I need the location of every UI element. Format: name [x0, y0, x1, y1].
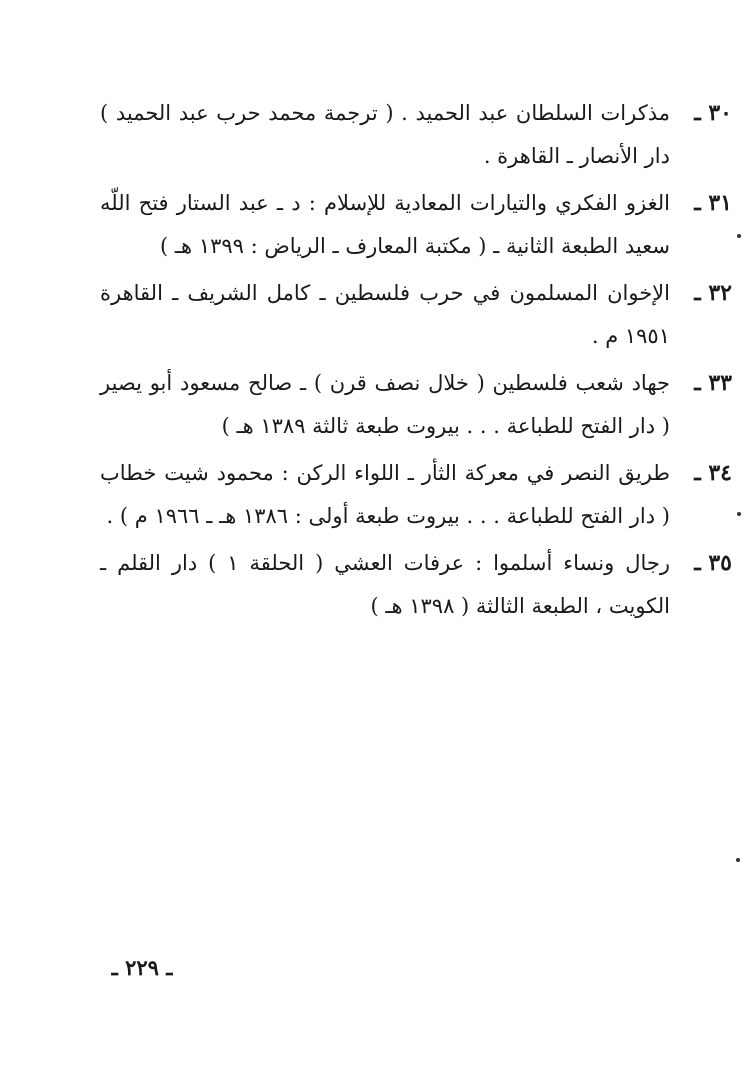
entry-number: ٣١ ـ — [694, 190, 732, 216]
bibliography-entry — [100, 362, 732, 448]
bibliography-list — [100, 92, 732, 632]
scan-speck — [736, 858, 740, 862]
entry-number: ٣٣ ـ — [694, 370, 732, 396]
entry-number: ٣٠ ـ — [694, 100, 732, 126]
page-number: ـ ٢٢٩ ـ — [111, 955, 173, 980]
entry-text: رجال ونساء أسلموا : عرفات العشي ( الحلقة ١ ) دار القلم ـ الكويت ، الطبعة الثالثة ( ١٣٩٨ هـ ) — [100, 551, 670, 618]
entry-text: طريق النصر في معركة الثأر ـ اللواء الركن : محمود شيت خطاب ( دار الفتح للطباعة . . . بيروت طبعة أولى : ١٣٨٦ هـ ـ ١٩٦٦ م ) . — [100, 461, 670, 528]
entry-text: جهاد شعب فلسطين ( خلال نصف قرن ) ـ صالح مسعود أبو يصير ( دار الفتح للطباعة . . . بيروت طبعة ثالثة ١٣٨٩ هـ ) — [100, 371, 670, 438]
entry-text: الغزو الفكري والتيارات المعادية للإسلام : د ـ عبد الستار فتح اللّه سعيد الطبعة الثانية ـ ( مكتبة المعارف ـ الرياض : ١٣٩٩ هـ ) — [100, 191, 670, 258]
scan-speck — [737, 234, 741, 238]
entry-number: ٣٥ ـ — [694, 550, 732, 576]
bibliography-entry — [100, 542, 732, 628]
bibliography-entry — [100, 452, 732, 538]
entry-text: مذكرات السلطان عبد الحميد . ( ترجمة محمد حرب عبد الحميد ) دار الأنصار ـ القاهرة . — [100, 101, 670, 168]
bibliography-entry — [100, 182, 732, 268]
scan-speck — [737, 512, 741, 516]
entry-number: ٣٤ ـ — [694, 460, 732, 486]
entry-text: الإخوان المسلمون في حرب فلسطين ـ كامل الشريف ـ القاهرة ١٩٥١ م . — [100, 281, 670, 348]
bibliography-entry — [100, 92, 732, 178]
bibliography-entry — [100, 272, 732, 358]
entry-number: ٣٢ ـ — [694, 280, 732, 306]
